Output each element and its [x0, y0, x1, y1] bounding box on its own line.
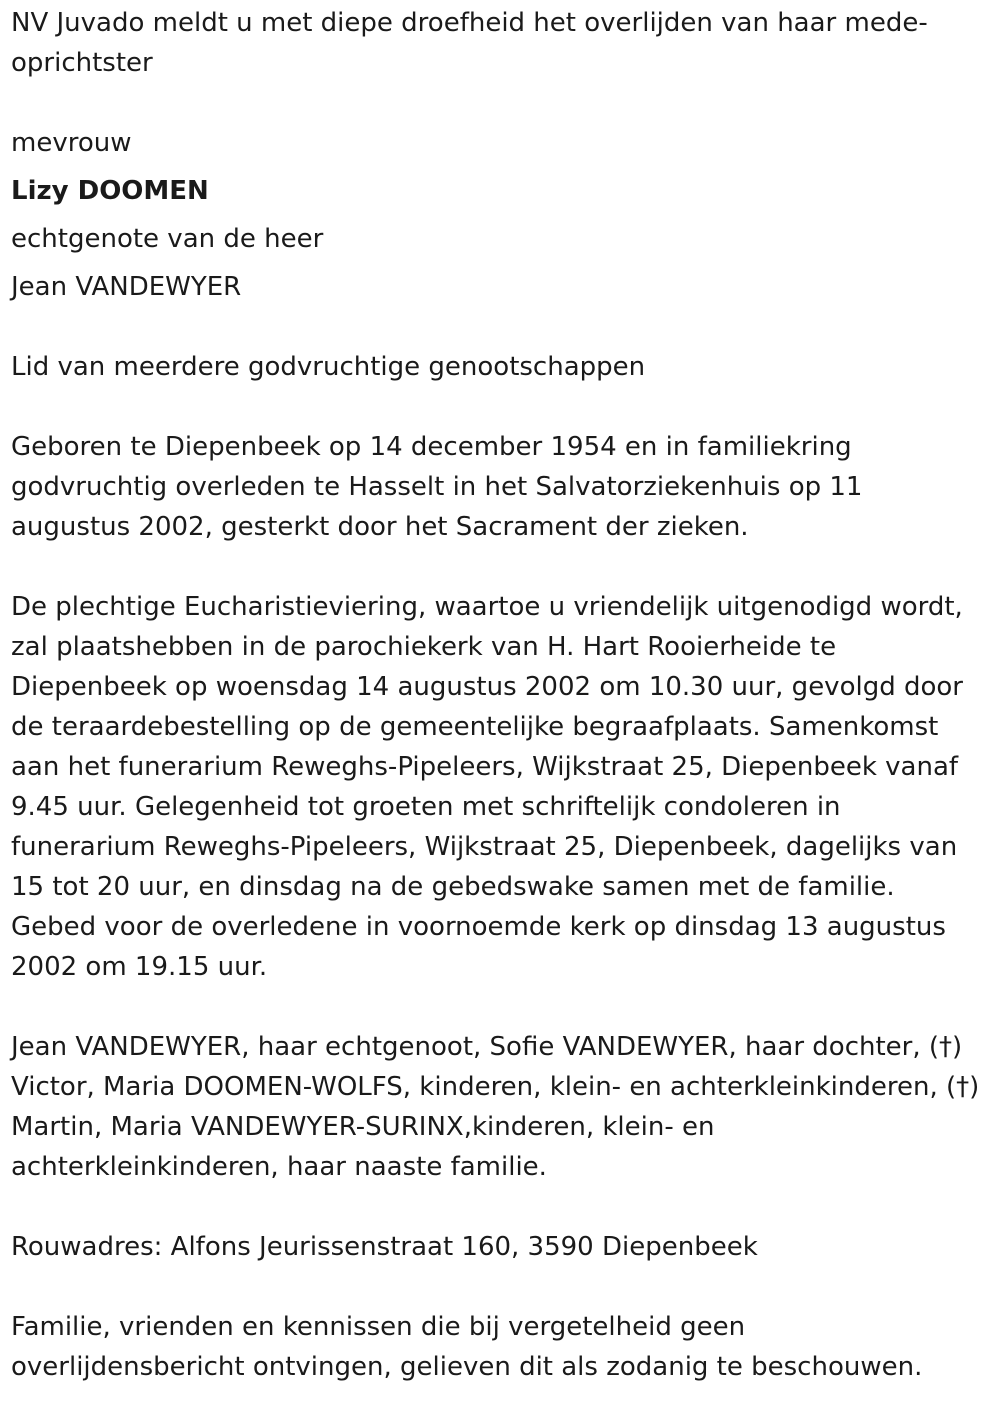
- intro-text: NV Juvado meldt u met diepe droefheid het overlijden van haar mede-oprichtster: [11, 8, 928, 78]
- mourning-address: Rouwadres: Alfons Jeurissenstraat 160, 3590 Diepenbeek: [11, 1232, 758, 1262]
- deceased-name: Lizy DOOMEN: [11, 176, 209, 206]
- family-paragraph: Jean VANDEWYER, haar echtgenoot, Sofie VANDEWYER, haar dochter, (†) Victor, Maria DOOMEN-WOLFS, kinderen, klein- en achterkleinkinderen, (†) Martin, Maria VANDEWYER-SURINX,kinderen, klein- en achterkleinkinderen, haar naaste familie.: [11, 1032, 980, 1182]
- membership-text: Lid van meerdere godvruchtige genootschappen: [11, 352, 646, 382]
- closing-paragraph: Familie, vrienden en kennissen die bij vergetelheid geen overlijdensbericht ontvingen, gelieven dit als zodanig te beschouwen.: [11, 1312, 923, 1382]
- ceremony-paragraph: De plechtige Eucharistieviering, waartoe u vriendelijk uitgenodigd wordt, zal plaatshebben in de parochiekerk van H. Hart Rooierheide te Diepenbeek op woensdag 14 augustus 2002 om 10.30 uur, gevolgd door de teraardebestelling op de gemeentelijke begraafplaats. Samenkomst aan het funerarium Reweghs-Pipeleers, Wijkstraat 25, Diepenbeek vanaf 9.45 uur. Gelegenheid tot groeten met schriftelijk condoleren in funerarium Reweghs-Pipeleers, Wijkstraat 25, Diepenbeek, dagelijks van 15 tot 20 uur, en dinsdag na de gebedswake samen met de familie. Gebed voor de overledene in voornoemde kerk op dinsdag 13 augustus 2002 om 19.15 uur.: [11, 592, 963, 982]
- birth-death-paragraph: Geboren te Diepenbeek op 14 december 1954 en in familiekring godvruchtig overleden te Hasselt in het Salvatorziekenhuis op 11 augustus 2002, gesterkt door het Sacrament der zieken.: [11, 432, 863, 542]
- relation-text: echtgenote van de heer: [11, 224, 324, 254]
- title-text: mevrouw: [11, 128, 132, 158]
- spouse-name: Jean VANDEWYER: [11, 272, 242, 302]
